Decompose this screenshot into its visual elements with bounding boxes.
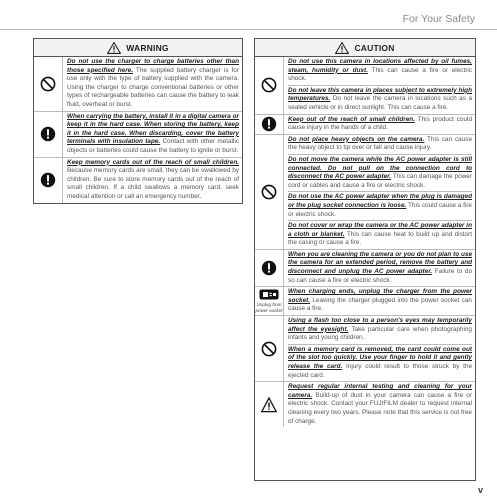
caution-item: Do not place heavy objects on the camera. This can cause the heavy object to tip over or fall and cause injury. [288, 135, 472, 152]
caution-item: Do not use the AC power adapter when the plug is damaged or the plug socket connection is loose. This could cause a fire or electric shock. [288, 193, 472, 218]
warning-title: WARNING [126, 42, 169, 53]
warning-row [34, 57, 242, 112]
caution-item: Do not move the camera while the AC power adapter is still connected. Do not pull on the connection cord to disconnect the AC power adapter. This can damage the power cord or cables and cause a fire or electric shock. [288, 155, 472, 189]
prohibited-icon [261, 184, 277, 200]
warning-triangle-icon [107, 42, 121, 54]
warning-item: When carrying the battery, install it in a digital camera or keep it in the hard case. When storing the battery, keep it in the hard case. When discarding, cover the battery terminals with insulation tape. Contact with other metallic objects or batteries could cause the battery to ignite or burst. [67, 112, 239, 154]
prohibited-icon [261, 77, 277, 93]
caution-row [255, 115, 475, 135]
mandatory-action-icon [261, 116, 277, 132]
warning-header [34, 39, 242, 57]
caution-row [255, 57, 475, 115]
caution-item: Do not leave this camera in places subject to extremely high temperatures. Do not leave the camera in locations such as a sealed vehicle or in direct sunlight. This can cause a fire. [288, 86, 472, 111]
caution-row [255, 135, 475, 250]
caution-item: When you are cleaning the camera or you do not plan to use the camera for an extended period, remove the battery and disconnect and unplug the AC power adapter. Failure to do so can cause a fire or electric shock. [288, 250, 472, 284]
caution-item: Do not cover or wrap the camera or the AC power adapter in a cloth or blanket. This can cause heat to build up and distort the casing or cause a fire. [288, 222, 472, 247]
header-rule [0, 29, 497, 30]
mandatory-action-icon [40, 126, 56, 142]
warning-item: Do not use the charger to charge batteries other than those specified here. The supplied battery charger is for use only with the type of battery supplied with the camera. Using the charger to charge conventional batteries or other types of rechargeable batteries can cause the battery to leak fluid, overheat or burst. [67, 58, 239, 108]
caution-item: Do not use this camera in locations affected by oil fumes, steam, humidity or dust. This can cause a fire or electric shock. [288, 58, 472, 83]
caution-item: Using a flash too close to a person's eyes may temporarily affect the eyesight. Take particular care when photographing infants and young children. [288, 317, 472, 342]
caution-item: Keep out of the reach of small children. This product could cause injury in the hands of a child. [288, 115, 473, 132]
page-number: v [477, 485, 483, 495]
warning-item: Keep memory cards out of the reach of small children. Because memory cards are small, they can be swallowed by children. Be sure to store memory cards out of the reach of small children. If a child swallows a memory card, seek medical attention or call an emergency number. [67, 158, 239, 200]
caution-item: Request regular internal testing and cleaning for your camera. Build-up of dust in your camera can cause a fire or electric shock. Contact your FUJIFILM dealer to request internal cleaning every two years. Please note that this service is not free of charge. [288, 383, 472, 425]
page-header-title: For Your Safety [402, 13, 475, 25]
warning-box [33, 38, 243, 204]
warning-triangle-icon [261, 397, 277, 413]
caution-row [255, 287, 475, 316]
caution-title: CAUTION [354, 42, 395, 53]
unplug-label: Unplug from power socket [255, 302, 283, 313]
mandatory-action-icon [40, 172, 56, 188]
caution-header [255, 39, 475, 57]
caution-item: When charging ends, unplug the charger from the power socket. Leaving the charger plugged into the power socket can cause a fire. [288, 288, 472, 313]
caution-box [254, 38, 476, 481]
caution-row [255, 316, 475, 382]
caution-row [255, 382, 475, 427]
prohibited-icon [261, 341, 277, 357]
warning-triangle-icon [335, 42, 349, 54]
unplug-icon [259, 289, 279, 300]
warning-row [34, 158, 242, 203]
prohibited-icon [40, 76, 56, 92]
warning-row [34, 112, 242, 158]
caution-row [255, 250, 475, 287]
mandatory-action-icon [261, 260, 277, 276]
caution-item: When a memory card is removed, the card could come out of the slot too quickly. Use your finger to hold it and gently release the card. Injury could result to those struck by the ejected card. [288, 345, 472, 379]
